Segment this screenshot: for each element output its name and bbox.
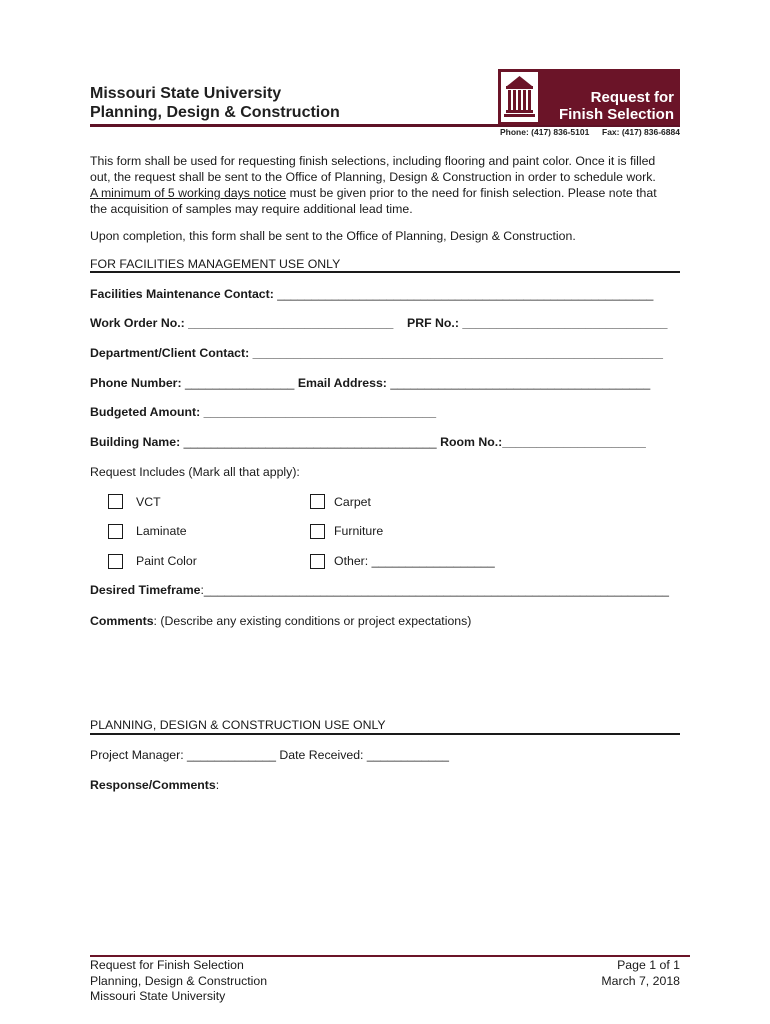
intro-line-3 [90, 185, 682, 201]
other-checkbox[interactable] [310, 554, 325, 569]
timeframe-label: Desired Timeframe [90, 583, 201, 597]
fm-section-rule [90, 271, 680, 273]
comments-hint: : (Describe any existing conditions or project expectations) [153, 614, 472, 628]
fm-section-heading: FOR FACILITIES MANAGEMENT USE ONLY [90, 257, 341, 271]
phone-number: Phone: (417) 836-5101 [500, 127, 590, 137]
building-room-row [90, 435, 646, 449]
project-manager-date-row[interactable]: Project Manager: _____________ Date Received: ____________ [90, 748, 449, 762]
furniture-checkbox[interactable] [310, 524, 325, 539]
email-label: Email Address: [294, 376, 391, 390]
maintenance-contact-blank[interactable]: _______________________________________________________ [277, 287, 654, 301]
footer-rule [90, 955, 690, 957]
phone-blank[interactable]: ________________ [184, 376, 295, 390]
vct-checkbox[interactable] [108, 494, 123, 509]
form-title-banner [498, 69, 680, 125]
pdc-section-heading: PLANNING, DESIGN & CONSTRUCTION USE ONLY [90, 718, 386, 732]
fax-number: Fax: (417) 836-6884 [602, 127, 680, 137]
request-includes-label: Request Includes (Mark all that apply): [90, 465, 300, 479]
footer-right [601, 958, 680, 989]
timeframe-blank[interactable]: :____________________________________________________________________ [200, 583, 669, 597]
budgeted-amount-field[interactable]: Budgeted Amount: __________________________________ [90, 405, 437, 419]
university-building-icon [501, 72, 538, 122]
org-line-1: Missouri State University [90, 85, 282, 102]
phone-email-row [90, 376, 650, 390]
furniture-label: Furniture [334, 524, 384, 538]
intro-line-3-rest: must be given prior to the need for finish selection. Please note that [286, 186, 657, 200]
phone-label: Phone Number: [90, 376, 185, 390]
laminate-checkbox[interactable] [108, 524, 123, 539]
pdc-section-rule [90, 733, 680, 735]
desired-timeframe-field[interactable] [90, 583, 669, 597]
intro-line-4: the acquisition of samples may require additional lead time. [90, 202, 413, 216]
comments-field [90, 614, 471, 628]
organization-name [90, 84, 340, 122]
org-line-2: Planning, Design & Construction [90, 104, 340, 121]
prf-field[interactable]: PRF No.: ______________________________ [407, 316, 668, 330]
paint-color-checkbox[interactable] [108, 554, 123, 569]
other-field[interactable]: Other: __________________ [334, 554, 495, 568]
page-number: Page 1 of 1 [617, 958, 680, 972]
footer-form-name: Request for Finish Selection [90, 958, 244, 972]
form-title-line-2: Finish Selection [558, 106, 674, 123]
building-blank[interactable]: _____________________________________ [183, 435, 437, 449]
intro-line-2: out, the request shall be sent to the Office of Planning, Design & Construction in order to schedule work. [90, 170, 656, 184]
room-field[interactable]: Room No.:_____________________ [436, 435, 646, 449]
response-colon: : [215, 778, 220, 792]
building-label: Building Name: [90, 435, 184, 449]
intro-line-1: This form shall be used for requesting finish selections, including flooring and paint color. Once it is filled [90, 154, 656, 168]
carpet-label: Carpet [334, 495, 371, 509]
work-order-field[interactable]: Work Order No.: ______________________________ [90, 316, 394, 330]
comments-label: Comments [90, 614, 154, 628]
maintenance-contact-label: Facilities Maintenance Contact: [90, 287, 278, 301]
form-title [559, 89, 674, 123]
intro-paragraph [90, 153, 682, 217]
footer-department: Planning, Design & Construction [90, 973, 268, 988]
vct-label: VCT [136, 495, 161, 509]
completion-note: Upon completion, this form shall be sent to the Office of Planning, Design & Construction. [90, 229, 576, 243]
notice-requirement: A minimum of 5 working days notice [90, 186, 287, 200]
revision-date: March 7, 2018 [601, 973, 680, 988]
paint-color-label: Paint Color [136, 554, 197, 568]
form-title-line-1: Request for [590, 89, 674, 106]
footer-left [90, 958, 267, 1005]
response-comments-field [90, 778, 219, 792]
maintenance-contact-field[interactable] [90, 287, 653, 301]
carpet-checkbox[interactable] [310, 494, 325, 509]
department-contact-field[interactable]: Department/Client Contact: ____________________________________________________________ [90, 346, 663, 360]
email-blank[interactable]: ______________________________________ [390, 376, 651, 390]
response-label: Response/Comments [90, 778, 216, 792]
footer-university: Missouri State University [90, 989, 226, 1003]
laminate-label: Laminate [136, 524, 187, 538]
